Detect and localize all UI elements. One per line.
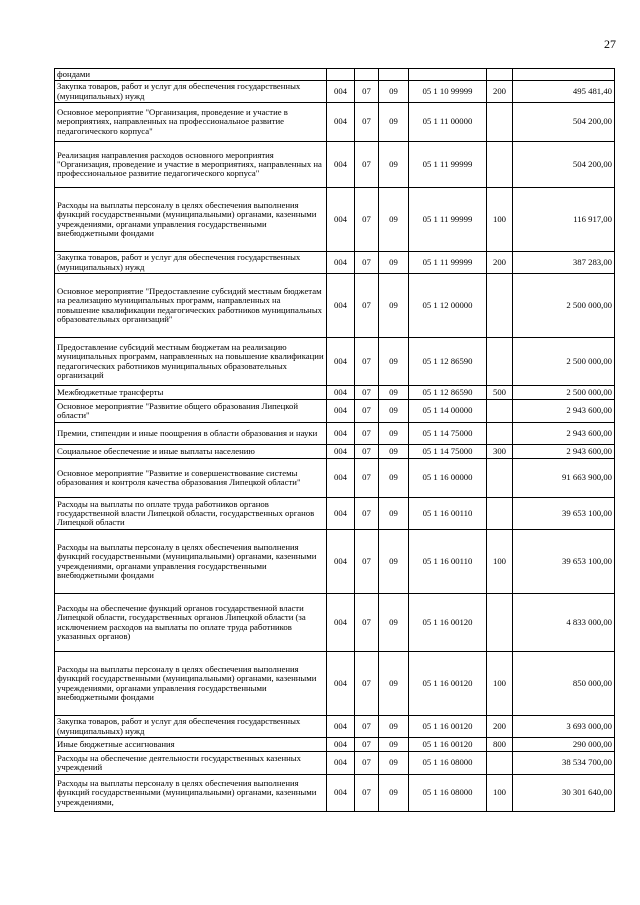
target-article-cell: 05 1 10 99999	[409, 81, 487, 103]
section-code-cell: 07	[355, 445, 379, 459]
subsection-code-cell: 09	[379, 738, 409, 752]
section-code-cell: 07	[355, 103, 379, 142]
table-row	[55, 752, 615, 775]
expense-name-cell: Расходы на выплаты персоналу в целях обеспечения выполнения функций государственными (муниципальными) органами, казенными учреждениями,	[55, 775, 327, 812]
section-code-cell: 07	[355, 274, 379, 338]
section-code-cell: 07	[355, 142, 379, 188]
admin-code-cell: 004	[327, 738, 355, 752]
expense-type-cell	[487, 459, 513, 498]
subsection-code-cell: 09	[379, 445, 409, 459]
section-code-cell: 07	[355, 459, 379, 498]
admin-code-cell: 004	[327, 775, 355, 812]
table-row	[55, 188, 615, 252]
section-code-cell: 07	[355, 652, 379, 716]
expense-type-cell	[487, 752, 513, 775]
expense-type-cell	[487, 338, 513, 386]
admin-code-cell: 004	[327, 716, 355, 738]
admin-code-cell: 004	[327, 530, 355, 594]
subsection-code-cell: 09	[379, 594, 409, 652]
expense-type-cell: 100	[487, 530, 513, 594]
expense-type-cell: 100	[487, 652, 513, 716]
expense-type-cell	[487, 103, 513, 142]
table-row	[55, 400, 615, 423]
admin-code-cell: 004	[327, 274, 355, 338]
subsection-code-cell: 09	[379, 338, 409, 386]
expense-type-cell: 300	[487, 445, 513, 459]
table-row	[55, 445, 615, 459]
table-row	[55, 69, 615, 81]
section-code-cell: 07	[355, 81, 379, 103]
amount-cell: 2 500 000,00	[513, 338, 615, 386]
section-code-cell: 07	[355, 594, 379, 652]
target-article-cell: 05 1 16 00120	[409, 716, 487, 738]
amount-cell: 2 943 600,00	[513, 423, 615, 445]
target-article-cell: 05 1 11 99999	[409, 252, 487, 274]
amount-cell: 91 663 900,00	[513, 459, 615, 498]
expense-name-cell: Социальное обеспечение и иные выплаты населению	[55, 445, 327, 459]
table-row	[55, 274, 615, 338]
table-row	[55, 142, 615, 188]
section-code-cell: 07	[355, 498, 379, 530]
amount-cell: 2 500 000,00	[513, 274, 615, 338]
amount-cell: 39 653 100,00	[513, 498, 615, 530]
target-article-cell: 05 1 12 86590	[409, 386, 487, 400]
subsection-code-cell: 09	[379, 386, 409, 400]
expense-type-cell: 100	[487, 775, 513, 812]
amount-cell: 2 943 600,00	[513, 400, 615, 423]
subsection-code-cell: 09	[379, 103, 409, 142]
amount-cell: 38 534 700,00	[513, 752, 615, 775]
expense-type-cell	[487, 423, 513, 445]
expense-name-cell: Расходы на обеспечение деятельности государственных казенных учреждений	[55, 752, 327, 775]
subsection-code-cell: 09	[379, 142, 409, 188]
amount-cell: 116 917,00	[513, 188, 615, 252]
expense-type-cell: 200	[487, 716, 513, 738]
subsection-code-cell: 09	[379, 652, 409, 716]
section-code-cell: 07	[355, 252, 379, 274]
expense-type-cell: 200	[487, 81, 513, 103]
subsection-code-cell: 09	[379, 188, 409, 252]
section-code-cell: 07	[355, 752, 379, 775]
target-article-cell: 05 1 12 86590	[409, 338, 487, 386]
section-code-cell: 07	[355, 400, 379, 423]
expense-name-cell: Расходы на выплаты по оплате труда работников органов государственной власти Липецкой области, государственных органов Липецкой области	[55, 498, 327, 530]
section-code-cell: 07	[355, 423, 379, 445]
expense-type-cell	[487, 69, 513, 81]
amount-cell: 2 500 000,00	[513, 386, 615, 400]
subsection-code-cell: 09	[379, 716, 409, 738]
subsection-code-cell: 09	[379, 752, 409, 775]
table-row	[55, 498, 615, 530]
target-article-cell: 05 1 11 99999	[409, 188, 487, 252]
admin-code-cell: 004	[327, 400, 355, 423]
table-row	[55, 775, 615, 812]
expense-name-cell: Основное мероприятие "Развитие общего образования Липецкой области"	[55, 400, 327, 423]
section-code-cell: 07	[355, 338, 379, 386]
target-article-cell: 05 1 16 00000	[409, 459, 487, 498]
amount-cell: 39 653 100,00	[513, 530, 615, 594]
target-article-cell: 05 1 16 00110	[409, 498, 487, 530]
subsection-code-cell: 09	[379, 459, 409, 498]
page-number: 27	[604, 37, 616, 51]
table-body	[55, 69, 615, 812]
section-code-cell	[355, 69, 379, 81]
table-row	[55, 716, 615, 738]
amount-cell: 495 481,40	[513, 81, 615, 103]
expense-name-cell: Расходы на обеспечение функций органов государственной власти Липецкой области, государственных органов Липецкой области (за исключением расходов на выплаты по оплате труда работников указанных органов)	[55, 594, 327, 652]
expense-name-cell: Иные бюджетные ассигнования	[55, 738, 327, 752]
expense-type-cell	[487, 274, 513, 338]
target-article-cell: 05 1 14 00000	[409, 400, 487, 423]
expense-name-cell: Межбюджетные трансферты	[55, 386, 327, 400]
subsection-code-cell: 09	[379, 81, 409, 103]
expense-name-cell: Закупка товаров, работ и услуг для обеспечения государственных (муниципальных) нужд	[55, 716, 327, 738]
expense-name-cell: Основное мероприятие "Предоставление субсидий местным бюджетам на реализацию муниципальных программ, направленных на повышение квалификации педагогических работников муниципальных образовательных организаций"	[55, 274, 327, 338]
target-article-cell: 05 1 16 00120	[409, 652, 487, 716]
subsection-code-cell: 09	[379, 498, 409, 530]
expense-type-cell	[487, 400, 513, 423]
section-code-cell: 07	[355, 716, 379, 738]
amount-cell: 30 301 640,00	[513, 775, 615, 812]
amount-cell: 290 000,00	[513, 738, 615, 752]
table-row	[55, 530, 615, 594]
expense-name-cell: Расходы на выплаты персоналу в целях обеспечения выполнения функций государственными (муниципальными) органами, казенными учреждениями, органами управления государственными внебюджетными фондами	[55, 188, 327, 252]
admin-code-cell: 004	[327, 445, 355, 459]
table-row	[55, 594, 615, 652]
amount-cell	[513, 69, 615, 81]
expense-name-cell: фондами	[55, 69, 327, 81]
admin-code-cell: 004	[327, 252, 355, 274]
expense-type-cell: 800	[487, 738, 513, 752]
target-article-cell: 05 1 11 99999	[409, 142, 487, 188]
amount-cell: 850 000,00	[513, 652, 615, 716]
table-row	[55, 386, 615, 400]
section-code-cell: 07	[355, 188, 379, 252]
section-code-cell: 07	[355, 775, 379, 812]
expense-name-cell: Предоставление субсидий местным бюджетам на реализацию муниципальных программ, направленных на повышение квалификации педагогических работников муниципальных образовательных организаций	[55, 338, 327, 386]
table-row	[55, 338, 615, 386]
subsection-code-cell: 09	[379, 252, 409, 274]
expense-name-cell: Премии, стипендии и иные поощрения в области образования и науки	[55, 423, 327, 445]
amount-cell: 3 693 000,00	[513, 716, 615, 738]
subsection-code-cell: 09	[379, 400, 409, 423]
subsection-code-cell	[379, 69, 409, 81]
admin-code-cell: 004	[327, 459, 355, 498]
amount-cell: 4 833 000,00	[513, 594, 615, 652]
admin-code-cell: 004	[327, 81, 355, 103]
section-code-cell: 07	[355, 738, 379, 752]
admin-code-cell: 004	[327, 498, 355, 530]
admin-code-cell: 004	[327, 386, 355, 400]
admin-code-cell: 004	[327, 188, 355, 252]
admin-code-cell: 004	[327, 142, 355, 188]
admin-code-cell: 004	[327, 652, 355, 716]
target-article-cell: 05 1 16 00110	[409, 530, 487, 594]
table-row	[55, 103, 615, 142]
expense-name-cell: Основное мероприятие "Организация, проведение и участие в мероприятиях, направленных на профессиональное развитие педагогического корпуса"	[55, 103, 327, 142]
expense-name-cell: Закупка товаров, работ и услуг для обеспечения государственных (муниципальных) нужд	[55, 252, 327, 274]
admin-code-cell: 004	[327, 423, 355, 445]
expense-name-cell: Реализация направления расходов основного мероприятия "Организация, проведение и участие в мероприятиях, направленных на профессиональное развитие педагогического корпуса"	[55, 142, 327, 188]
admin-code-cell: 004	[327, 752, 355, 775]
table-row	[55, 81, 615, 103]
expense-type-cell: 200	[487, 252, 513, 274]
table-row	[55, 252, 615, 274]
expense-name-cell: Расходы на выплаты персоналу в целях обеспечения выполнения функций государственными (муниципальными) органами, казенными учреждениями, органами управления государственными внебюджетными фондами	[55, 652, 327, 716]
budget-table	[54, 68, 615, 812]
subsection-code-cell: 09	[379, 274, 409, 338]
target-article-cell: 05 1 16 08000	[409, 752, 487, 775]
expense-type-cell	[487, 594, 513, 652]
admin-code-cell	[327, 69, 355, 81]
table-row	[55, 652, 615, 716]
amount-cell: 504 200,00	[513, 142, 615, 188]
target-article-cell: 05 1 14 75000	[409, 423, 487, 445]
table-row	[55, 738, 615, 752]
target-article-cell: 05 1 16 00120	[409, 738, 487, 752]
amount-cell: 2 943 600,00	[513, 445, 615, 459]
amount-cell: 504 200,00	[513, 103, 615, 142]
subsection-code-cell: 09	[379, 530, 409, 594]
admin-code-cell: 004	[327, 594, 355, 652]
expense-name-cell: Закупка товаров, работ и услуг для обеспечения государственных (муниципальных) нужд	[55, 81, 327, 103]
expense-type-cell: 500	[487, 386, 513, 400]
target-article-cell: 05 1 16 00120	[409, 594, 487, 652]
target-article-cell: 05 1 12 00000	[409, 274, 487, 338]
expense-type-cell: 100	[487, 188, 513, 252]
target-article-cell	[409, 69, 487, 81]
table-row	[55, 459, 615, 498]
admin-code-cell: 004	[327, 103, 355, 142]
expense-type-cell	[487, 142, 513, 188]
expense-name-cell: Расходы на выплаты персоналу в целях обеспечения выполнения функций государственными (муниципальными) органами, казенными учреждениями, органами управления государственными внебюджетными фондами	[55, 530, 327, 594]
section-code-cell: 07	[355, 530, 379, 594]
subsection-code-cell: 09	[379, 423, 409, 445]
subsection-code-cell: 09	[379, 775, 409, 812]
target-article-cell: 05 1 14 75000	[409, 445, 487, 459]
expense-type-cell	[487, 498, 513, 530]
expense-name-cell: Основное мероприятие "Развитие и совершенствование системы образования и контроля качества образования Липецкой области"	[55, 459, 327, 498]
admin-code-cell: 004	[327, 338, 355, 386]
target-article-cell: 05 1 11 00000	[409, 103, 487, 142]
target-article-cell: 05 1 16 08000	[409, 775, 487, 812]
amount-cell: 387 283,00	[513, 252, 615, 274]
table-row	[55, 423, 615, 445]
section-code-cell: 07	[355, 386, 379, 400]
